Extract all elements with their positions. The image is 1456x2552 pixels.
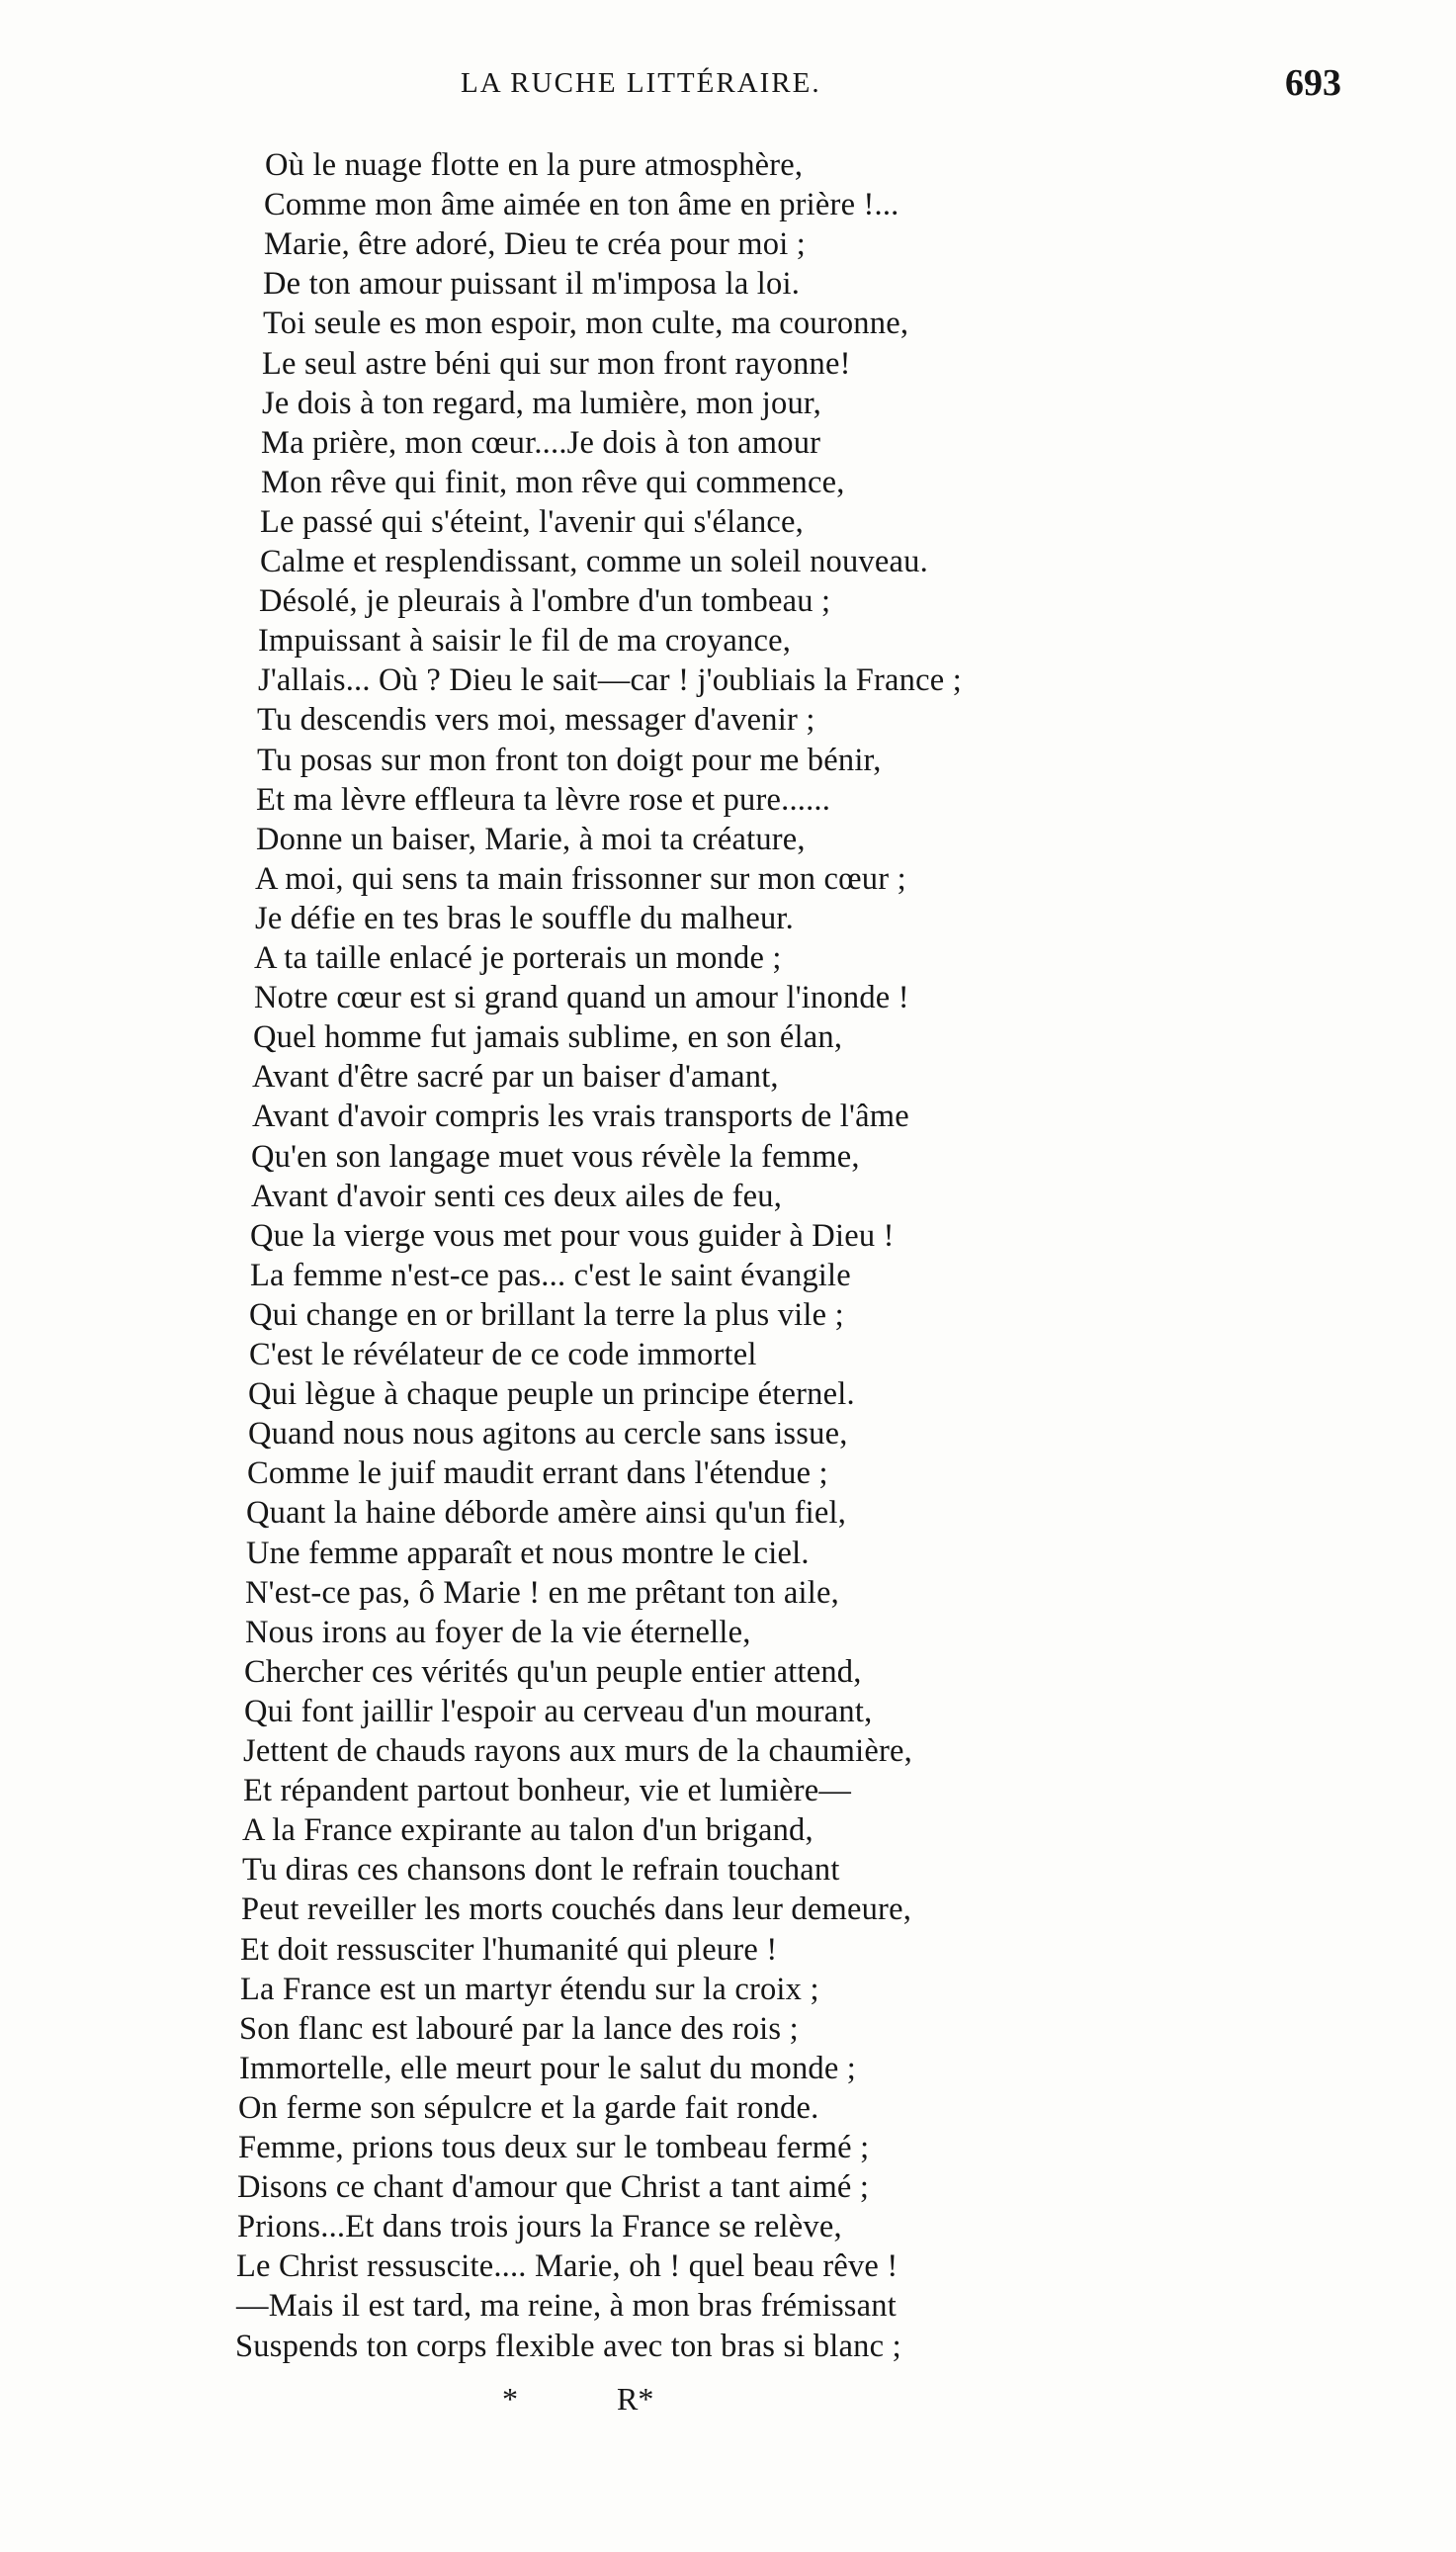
poem-line: Peut reveiller les morts couchés dans leur demeure,	[241, 1892, 912, 1928]
poem-line: Le seul astre béni qui sur mon front rayonne!	[262, 345, 851, 382]
poem-line: Je défie en tes bras le souffle du malheur.	[255, 900, 794, 936]
poem-line: —Mais il est tard, ma reine, à mon bras frémissant	[236, 2288, 897, 2325]
poem-line: Marie, être adoré, Dieu te créa pour moi ;	[264, 226, 807, 263]
poem-line: Avant d'être sacré par un baiser d'amant,	[252, 1059, 779, 1096]
poem-line: Qui lègue à chaque peuple un principe éternel.	[248, 1376, 855, 1413]
poem-line: A ta taille enlacé je porterais un monde ;	[254, 940, 782, 976]
poem-line: Quel homme fut jamais sublime, en son élan,	[253, 1019, 843, 1056]
poem-line: Calme et resplendissant, comme un soleil nouveau.	[260, 544, 928, 579]
poem-line: Donne un baiser, Marie, à moi ta créature,	[256, 821, 806, 857]
signature-star: *	[502, 2381, 518, 2417]
poem-line: Impuissant à saisir le fil de ma croyance,	[258, 623, 792, 660]
poem-line: Et répandent partout bonheur, vie et lumière—	[243, 1773, 852, 1809]
poem-line: Comme mon âme aimée en ton âme en prière !...	[264, 187, 899, 223]
poem-line: Suspends ton corps flexible avec ton bras si blanc ;	[235, 2328, 901, 2364]
poem-line: Avant d'avoir senti ces deux ailes de feu,	[251, 1178, 783, 1214]
poem-line: Mon rêve qui finit, mon rêve qui commence,	[261, 464, 845, 500]
page-number: 693	[1285, 62, 1341, 104]
poem-line: Le Christ ressuscite.... Marie, oh ! quel beau rêve !	[236, 2248, 899, 2285]
poem-line: Nous irons au foyer de la vie éternelle,	[245, 1614, 751, 1650]
signature-mark: R*	[617, 2381, 654, 2417]
poem-line: C'est le révélateur de ce code immortel	[249, 1337, 757, 1372]
poem-line: Comme le juif maudit errant dans l'étendue ;	[247, 1455, 828, 1492]
poem-line: Tu descendis vers moi, messager d'avenir ;	[257, 702, 815, 739]
poem-line: Quand nous nous agitons au cercle sans issue,	[248, 1416, 848, 1452]
poem-line: La femme n'est-ce pas... c'est le saint évangile	[250, 1257, 851, 1293]
poem-line: A moi, qui sens ta main frissonner sur mon cœur ;	[255, 860, 906, 897]
poem-line: Tu diras ces chansons dont le refrain touchant	[242, 1852, 840, 1889]
poem-line: De ton amour puissant il m'imposa la loi.	[263, 266, 801, 303]
poem-line: Disons ce chant d'amour que Christ a tant aimé ;	[237, 2169, 870, 2206]
poem-line: Qui change en or brillant la terre la plus vile ;	[249, 1296, 844, 1333]
signature	[502, 2381, 653, 2418]
poem-line: Toi seule es mon espoir, mon culte, ma couronne,	[263, 306, 909, 342]
poem-line: Désolé, je pleurais à l'ombre d'un tombeau ;	[259, 583, 831, 620]
poem-line: Jettent de chauds rayons aux murs de la chaumière,	[243, 1733, 912, 1769]
poem-line: Je dois à ton regard, ma lumière, mon jour,	[262, 385, 821, 421]
poem-line: A la France expirante au talon d'un brigand,	[242, 1812, 814, 1849]
poem-line: Où le nuage flotte en la pure atmosphère,	[265, 147, 804, 183]
poem-line: N'est-ce pas, ô Marie ! en me prêtant ton aile,	[245, 1574, 839, 1611]
poem-line: Femme, prions tous deux sur le tombeau fermé ;	[238, 2130, 870, 2165]
poem-line: Chercher ces vérités qu'un peuple entier attend,	[244, 1653, 862, 1690]
poem-line: J'allais... Où ? Dieu le sait—car ! j'oubliais la France ;	[258, 662, 962, 699]
poem-line: Et ma lèvre effleura ta lèvre rose et pure......	[256, 781, 831, 818]
poem-line: Avant d'avoir compris les vrais transports de l'âme	[252, 1099, 909, 1135]
poem-line: Quant la haine déborde amère ainsi qu'un fiel,	[246, 1495, 847, 1532]
page-header	[0, 62, 1456, 117]
poem-line: Que la vierge vous met pour vous guider à Dieu !	[250, 1217, 895, 1254]
poem-line: Une femme apparaît et nous montre le ciel.	[246, 1535, 810, 1571]
poem-line: Immortelle, elle meurt pour le salut du monde ;	[239, 2050, 857, 2086]
poem-line: La France est un martyr étendu sur la croix ;	[240, 1971, 819, 2007]
poem-line: Ma prière, mon cœur....Je dois à ton amour	[261, 424, 821, 461]
poem-line: Le passé qui s'éteint, l'avenir qui s'élance,	[260, 503, 804, 540]
running-title: LA RUCHE LITTÉRAIRE.	[461, 67, 821, 99]
poem-line: Tu posas sur mon front ton doigt pour me bénir,	[257, 742, 882, 778]
poem-line: Qu'en son langage muet vous révèle la femme,	[251, 1138, 860, 1175]
poem-line: On ferme son sépulcre et la garde fait ronde.	[238, 2089, 819, 2126]
poem-line: Qui font jaillir l'espoir au cerveau d'un mourant,	[244, 1693, 873, 1729]
poem-line: Son flanc est labouré par la lance des rois ;	[239, 2010, 799, 2047]
poem-line: Et doit ressusciter l'humanité qui pleure !	[240, 1931, 778, 1968]
poem-line: Prions...Et dans trois jours la France se relève,	[237, 2209, 842, 2245]
poem-line: Notre cœur est si grand quand un amour l'inonde !	[254, 980, 909, 1016]
